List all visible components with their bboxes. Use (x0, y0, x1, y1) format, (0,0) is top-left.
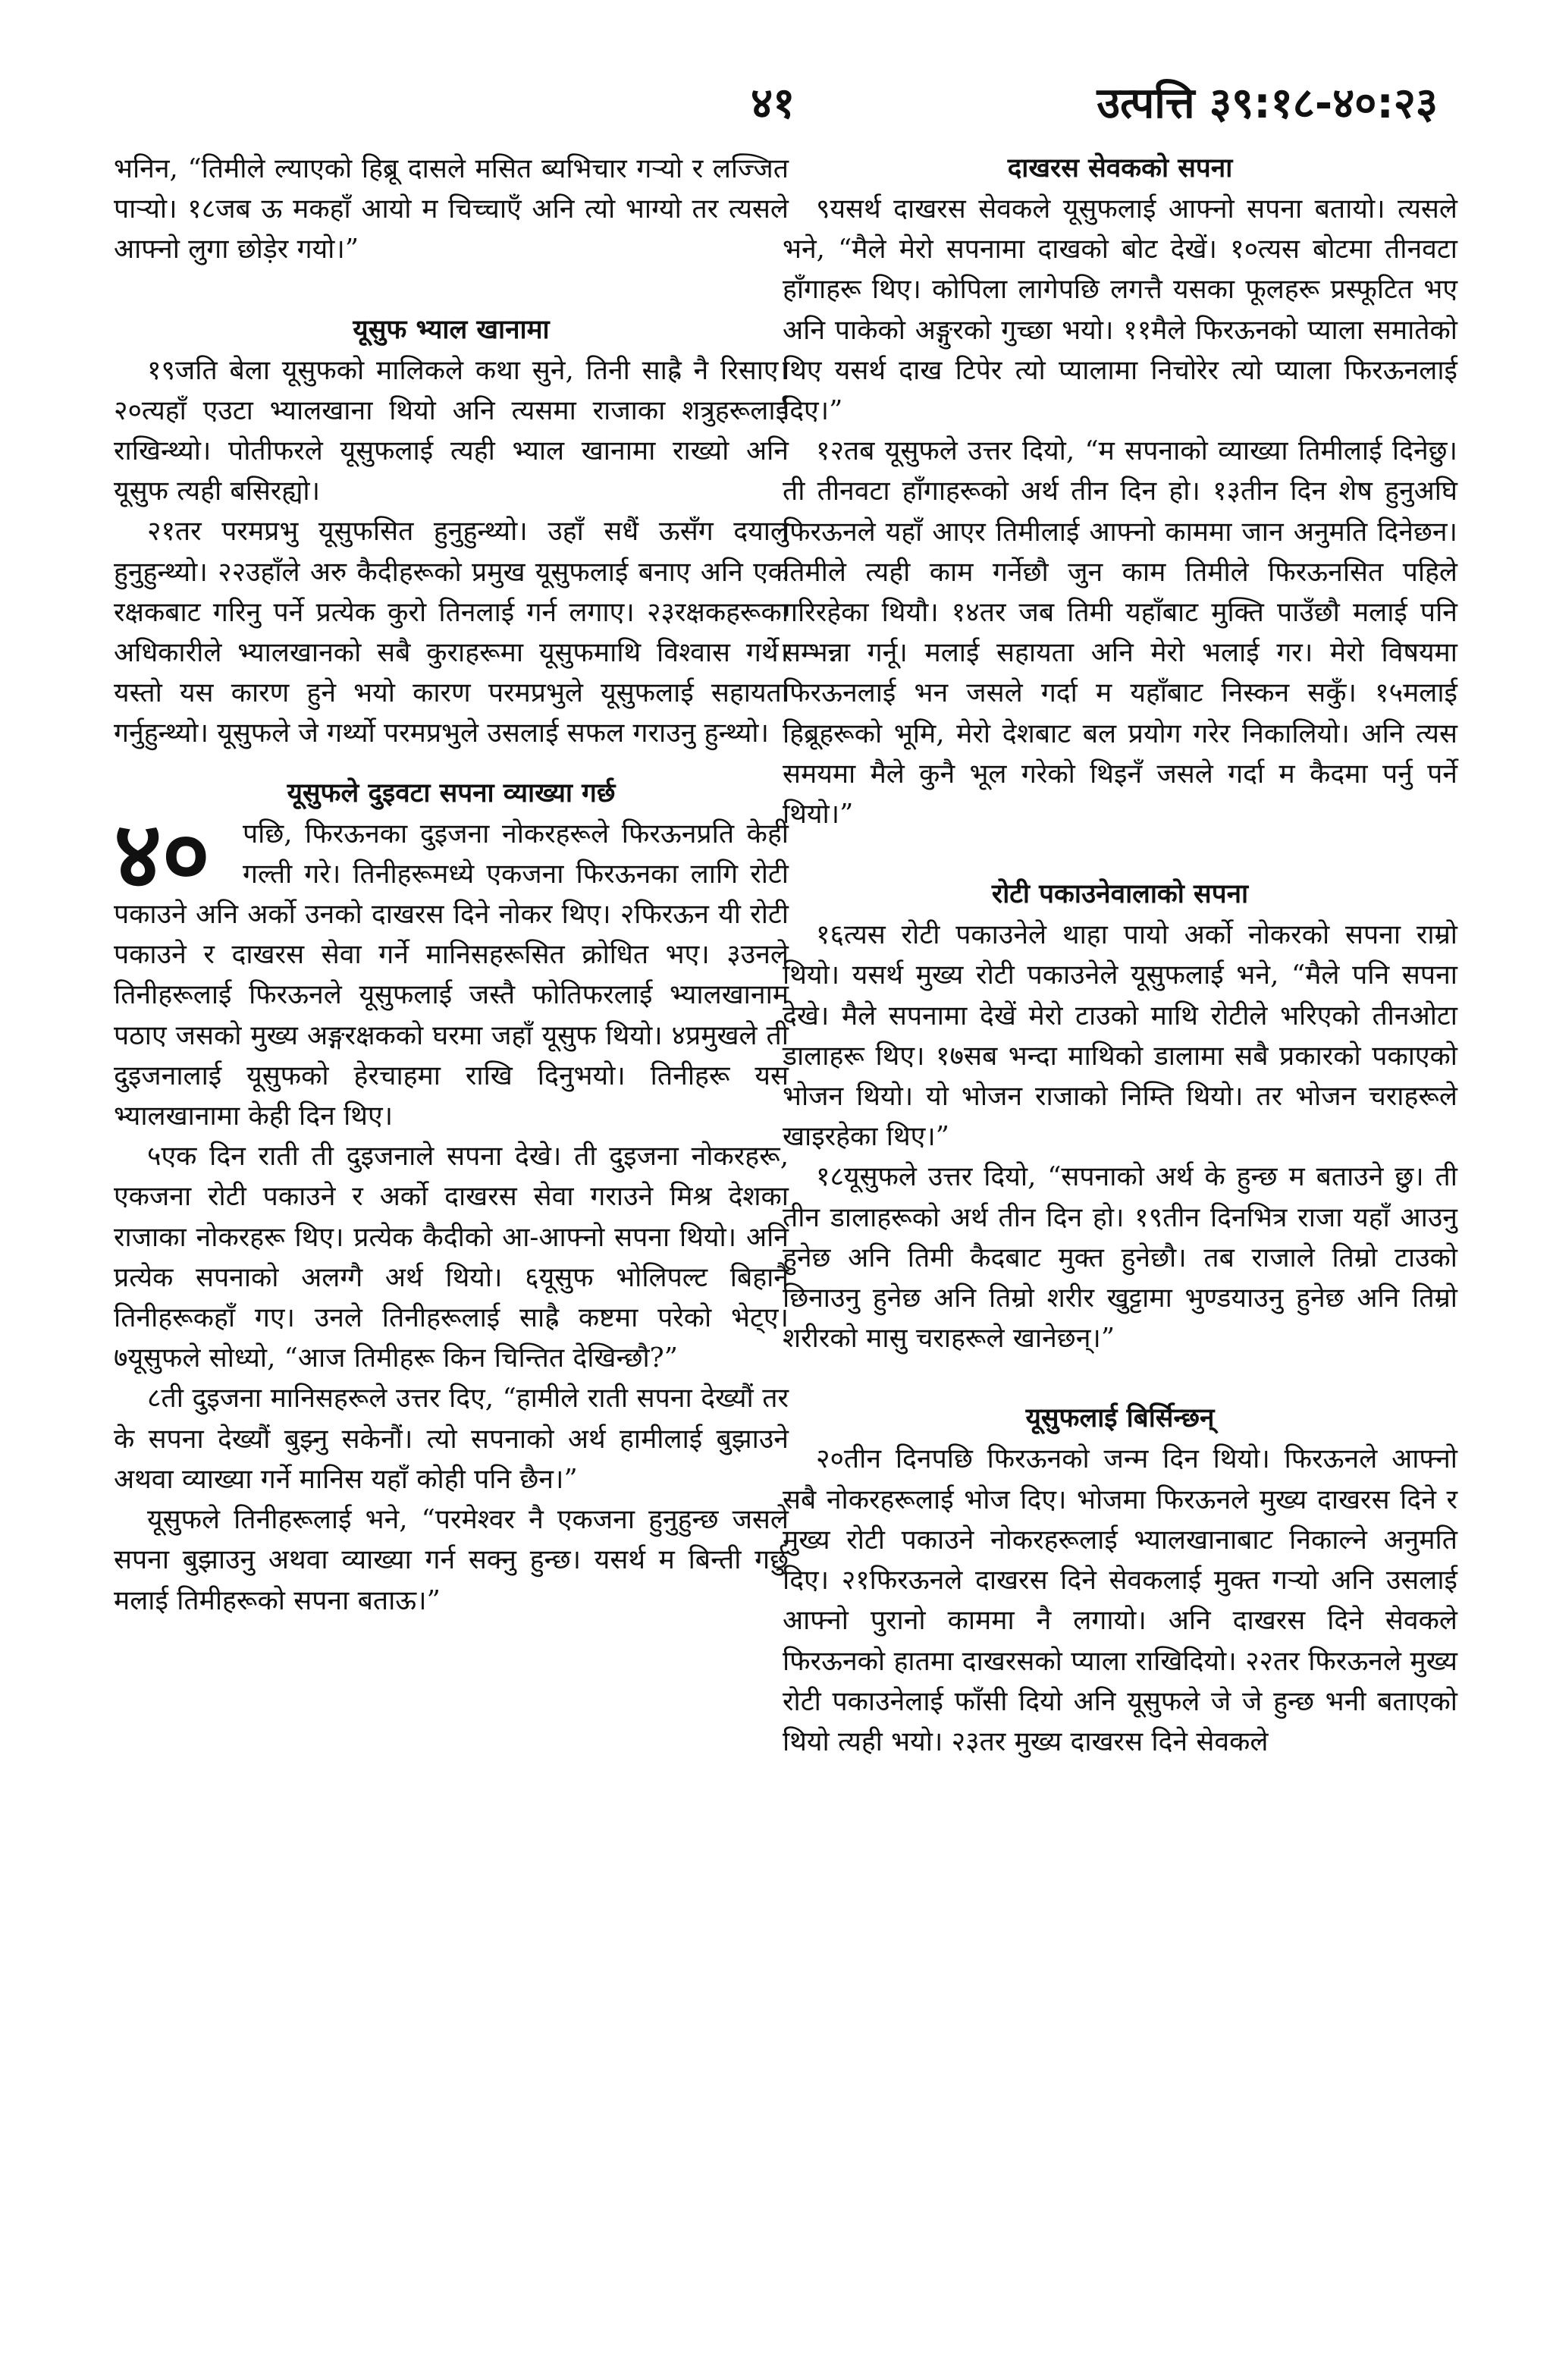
section-heading: दाखरस सेवकको सपना (1007, 153, 1233, 184)
page-number: ४१ (751, 79, 795, 128)
section-gap (114, 754, 789, 774)
paragraph: २०तीन दिनपछि फिरऊनको जन्म दिन थियो। फिरऊनले आफ्नो सबै नोकरहरूलाई भोज दिए। भोजमा फिरऊनले मुख्य दाखरस दिने र मुख्य रोटी पकाउने नोकरहरूलाई भ्यालखानाबाट निकाल्ने अनुमति दिए। २१फिरऊनले दाखरस दिने सेवकलाई मुक्त गऱ्यो अनि उसलाई आफ्नो पुरानो काममा नै लगायो। अनि दाखरस दिने सेवकले फिरऊनको हातमा दाखरसको प्याला राखिदियो। २२तर फिरऊनले मुख्य रोटी पकाउनेलाई फाँसी दियो अनि यूसुफले जे जे हुन्छ भनी बताएको थियो त्यही भयो। २३तर मुख्य दाखरस दिने सेवकले (783, 1443, 1457, 1757)
paragraph: १९जति बेला यूसुफको मालिकले कथा सुने, तिनी साह्रै नै रिसाए। २०त्यहाँ एउटा भ्यालखाना थियो अनि त्यसमा राजाका शत्रुहरूलाई राखिन्थ्यो। पोतीफरले यूसुफलाई त्यही भ्याल खानामा राख्यो अनि यूसुफ त्यही बसिरह्यो। (114, 354, 789, 507)
paragraph: १२तब यूसुफले उत्तर दियो, “म सपनाको व्याख्या तिमीलाई दिनेछु। ती तीनवटा हाँगाहरूको अर्थ तीन दिन हो। १३तीन दिन शेष हुनुअघि फिरऊनले यहाँ आएर तिमीलाई आफ्नो काममा जान अनुमति दिनेछन। तिमीले त्यही काम गर्नेछौ जुन काम तिमीले फिरऊनसित पहिले गरिरहेका थियौ। १४तर जब तिमी यहाँबाट मुक्ति पाउँछौ मलाई पनि सम्भन्ना गर्नू। मलाई सहायता अनि मेरो भलाई गर। मेरो विषयमा फिरऊनलाई भन जसले गर्दा म यहाँबाट निस्कन सकुँ। १५मलाई हिब्रूहरूको भूमि, मेरो देशबाट बल प्रयोग गरेर निकालियो। अनि त्यस समयमा मैले कुनै भूल गरेको थिइनँ जसले गर्दा म कैदमा पर्नु पर्ने थियो।” (783, 435, 1457, 830)
paragraph: २१तर परमप्रभु यूसुफसित हुनुहुन्थ्यो। उहाँ सधैं ऊसँग दयालु हुनुहुन्थ्यो। २२उहाँले अरु कैदीहरूको प्रमुख यूसुफलाई बनाए अनि एक रक्षकबाट गरिनु पर्ने प्रत्येक कुरो तिनलाई गर्न लगाए। २३रक्षकहरूका अधिकारीले भ्यालखानको सबै कुराहरूमा यूसुफमाथि विश्वास गर्थे। यस्तो यस कारण हुने भयो कारण परमप्रभुले यूसुफलाई सहायता गर्नुहुन्थ्यो। यूसुफले जे गर्थ्यो परमप्रभुले उसलाई सफल गराउनु हुन्थ्यो। (114, 516, 789, 749)
chapter-start (114, 800, 789, 1137)
paragraph: पछि, फिरऊनका दुइजना नोकरहरूले फिरऊनप्रति केही गल्ती गरे। तिनीहरूमध्ये एकजना फिरऊनका लागि रोटी पकाउने अनि अर्को उनको दाखरस दिने नोकर थिए। २फिरऊन यी रोटी पकाउने र दाखरस सेवा गर्ने मानिसहरूसित क्रोधित भए। ३उनले तिनीहरूलाई फिरऊनले यूसुफलाई जस्तै फोतिफरलाई भ्यालखानाम पठाए जसको मुख्य अङ्गरक्षकको घरमा जहाँ यूसुफ थियो। ४प्रमुखले ती दुइजनालाई यूसुफको हेरचाहमा राखि दिनुभयो। तिनीहरू यस भ्यालखानामा केही दिन थिए। (114, 818, 789, 1132)
page-header (0, 73, 1553, 133)
book-reference: उत्पत्ति ३९:१८-४०:२३ (1097, 79, 1438, 128)
section-gap (114, 270, 789, 310)
paragraph: १६त्यस रोटी पकाउनेले थाहा पायो अर्को नोकरको सपना राम्रो थियो। यसर्थ मुख्य रोटी पकाउनेले यूसुफलाई भने, “मैले पनि सपना देखे। मैले सपनामा देखें मेरो टाउको माथि रोटीले भरिएको तीनओटा डालाहरू थिए। १७सब भन्दा माथिको डालामा सबै प्रकारको पकाएको भोजन थियो। यो भोजन राजाको निम्ति थियो। तर भोजन चराहरूले खाइरहेका थिए।” (783, 919, 1457, 1153)
section-gap (783, 1358, 1457, 1399)
paragraph: ८ती दुइजना मानिसहरूले उत्तर दिए, “हामीले राती सपना देख्यौं तर के सपना देख्यौं बुझ्नु सकेनौं। त्यो सपनाको अर्थ हामीलाई बुझाउने अथवा व्याख्या गर्ने मानिस यहाँ कोही पनि छैन।” (114, 1383, 789, 1495)
section-heading: रोटी पकाउनेवालाको सपना (991, 879, 1249, 910)
paragraph: भनिन, “तिमीले ल्याएको हिब्रू दासले मसित ब्यभिचार गऱ्यो र लज्जित पाऱ्यो। १८जब ऊ मकहाँ आयो म चिच्चाएँ अनि त्यो भाग्यो तर त्यसले आफ्नो लुगा छोड़ेर गयो।” (114, 153, 789, 265)
right-column (783, 149, 1457, 1762)
paragraph: यूसुफले तिनीहरूलाई भने, “परमेश्वर नै एकजना हुनुहुन्छ जसले सपना बुझाउनु अथवा व्याख्या गर्न सक्नु हुन्छ। यसर्थ म बिन्ती गर्छु मलाई तिमीहरूको सपना बताऊ।” (114, 1504, 789, 1616)
left-column (114, 149, 789, 1621)
paragraph: १८यूसुफले उत्तर दियो, “सपनाको अर्थ के हुन्छ म बताउने छु। ती तीन डालाहरूको अर्थ तीन दिन हो। १९तीन दिनभित्र राजा यहाँ आउनु हुनेछ अनि तिमी कैदबाट मुक्त हुनेछौ। तब राजाले तिम्रो टाउको छिनाउनु हुनेछ अनि तिम्रो शरीर खुट्टामा भुण्डयाउनु हुनेछ अनि तिम्रो शरीरको मासु चराहरूले खानेछन्।” (783, 1161, 1457, 1355)
chapter-number: ४० (114, 800, 210, 909)
section-gap (783, 834, 1457, 874)
section-heading: यूसुफले दुइवटा सपना व्याख्या गर्छ (287, 777, 616, 809)
section-heading: यूसुफलाई बिर्सिन्छन् (1025, 1403, 1215, 1434)
section-heading: यूसुफ भ्याल खानामा (353, 314, 550, 345)
paragraph: ९यसर्थ दाखरस सेवकले यूसुफलाई आफ्नो सपना बतायो। त्यसले भने, “मैले मेरो सपनामा दाखको बोट देखें। १०त्यस बोटमा तीनवटा हाँगाहरू थिए। कोपिला लागेपछि लगत्तै यसका फूलहरू प्रस्फूटित भए अनि पाकेको अङ्गुरको गुच्छा भयो। ११मैले फिरऊनको प्याला समातेको थिए यसर्थ दाख टिपेर त्यो प्यालामा निचोरेर त्यो प्याला फिरऊनलाई दिए।” (783, 193, 1457, 427)
paragraph: ५एक दिन राती ती दुइजनाले सपना देखे। ती दुइजना नोकरहरू, एकजना रोटी पकाउने र अर्को दाखरस सेवा गराउने मिश्र देशका राजाका नोकरहरू थिए। प्रत्येक कैदीको आ-आफ्नो सपना थियो। अनि प्रत्येक सपनाको अलग्गै अर्थ थियो। ६यूसुफ भोलिपल्ट बिहानै तिनीहरूकहाँ गए। उनले तिनीहरूलाई साह्रै कष्टमा परेको भेट्ए। ७यूसुफले सोध्यो, “आज तिमीहरू किन चिन्तित देखिन्छौ?” (114, 1141, 789, 1374)
